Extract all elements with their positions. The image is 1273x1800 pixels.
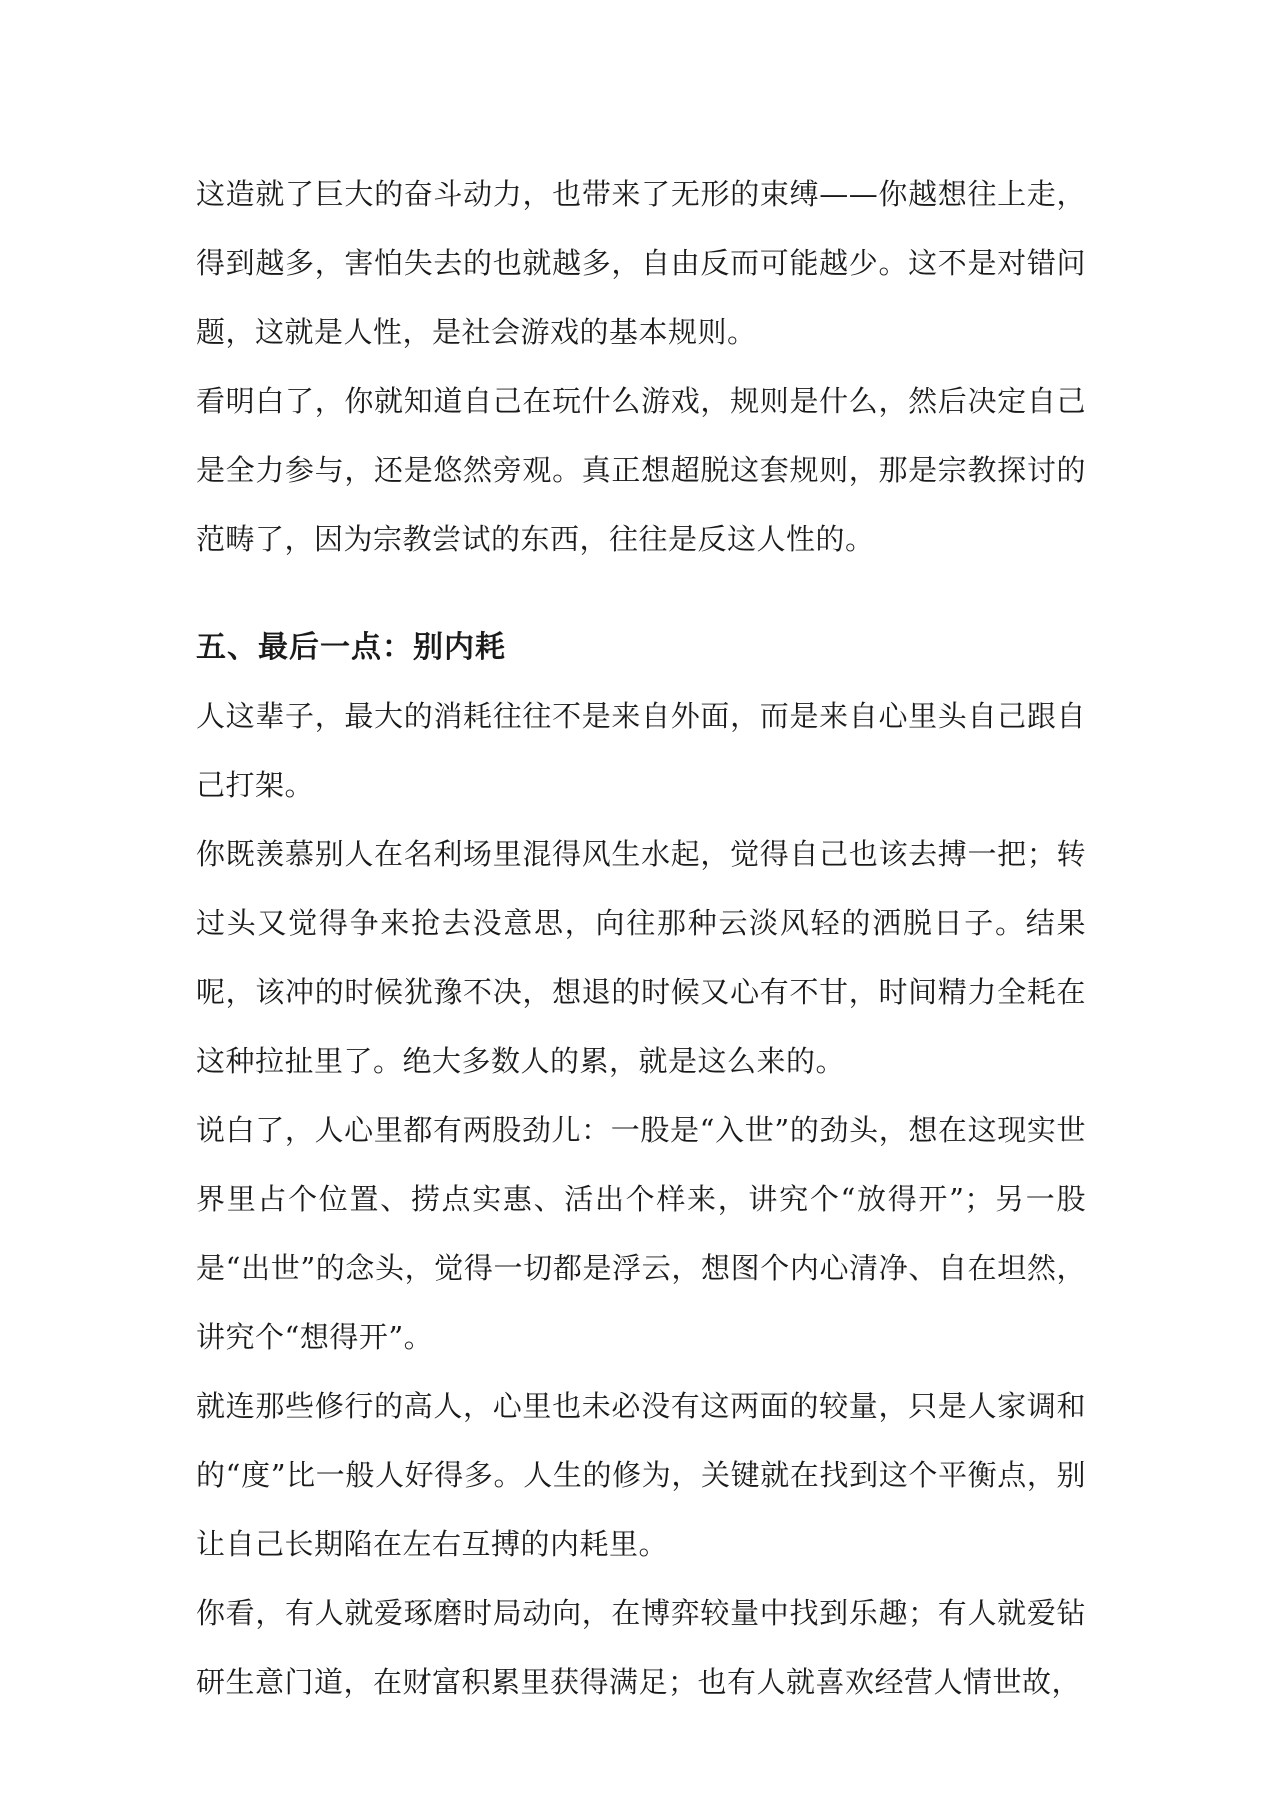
body-paragraph: 人这辈子，最大的消耗往往不是来自外面，而是来自心里头自己跟自己打架。 [196, 699, 1086, 802]
body-paragraph: 就连那些修行的高人，心里也未必没有这两面的较量，只是人家调和的“度”比一般人好得多。人生的修为，关键就在找到这个平衡点，别让自己长期陷在左右互搏的内耗里。 [196, 1389, 1086, 1561]
body-paragraph: 你看，有人就爱琢磨时局动向，在博弈较量中找到乐趣；有人就爱钻研生意门道，在财富积累里获得满足；也有人就喜欢经营人情世故， [196, 1596, 1086, 1699]
body-paragraph: 说白了，人心里都有两股劲儿：一股是“入世”的劲头，想在这现实世界里占个位置、捞点实惠、活出个样来，讲究个“放得开”；另一股是“出世”的念头，觉得一切都是浮云，想图个内心清净、自在坦然，讲究个“想得开”。 [196, 1113, 1086, 1354]
body-paragraph: 看明白了，你就知道自己在玩什么游戏，规则是什么，然后决定自己是全力参与，还是悠然旁观。真正想超脱这套规则，那是宗教探讨的范畴了，因为宗教尝试的东西，往往是反这人性的。 [196, 384, 1086, 556]
body-paragraph: 你既羡慕别人在名利场里混得风生水起，觉得自己也该去搏一把；转过头又觉得争来抢去没意思，向往那种云淡风轻的洒脱日子。结果呢，该冲的时候犹豫不决，想退的时候又心有不甘，时间精力全耗在这种拉扯里了。绝大多数人的累，就是这么来的。 [196, 837, 1086, 1078]
body-paragraph: 这造就了巨大的奋斗动力，也带来了无形的束缚——你越想往上走，得到越多，害怕失去的也就越多，自由反而可能越少。这不是对错问题，这就是人性，是社会游戏的基本规则。 [196, 177, 1086, 349]
document-page [196, 160, 1086, 1717]
section-heading: 五、最后一点：别内耗 [196, 630, 506, 665]
